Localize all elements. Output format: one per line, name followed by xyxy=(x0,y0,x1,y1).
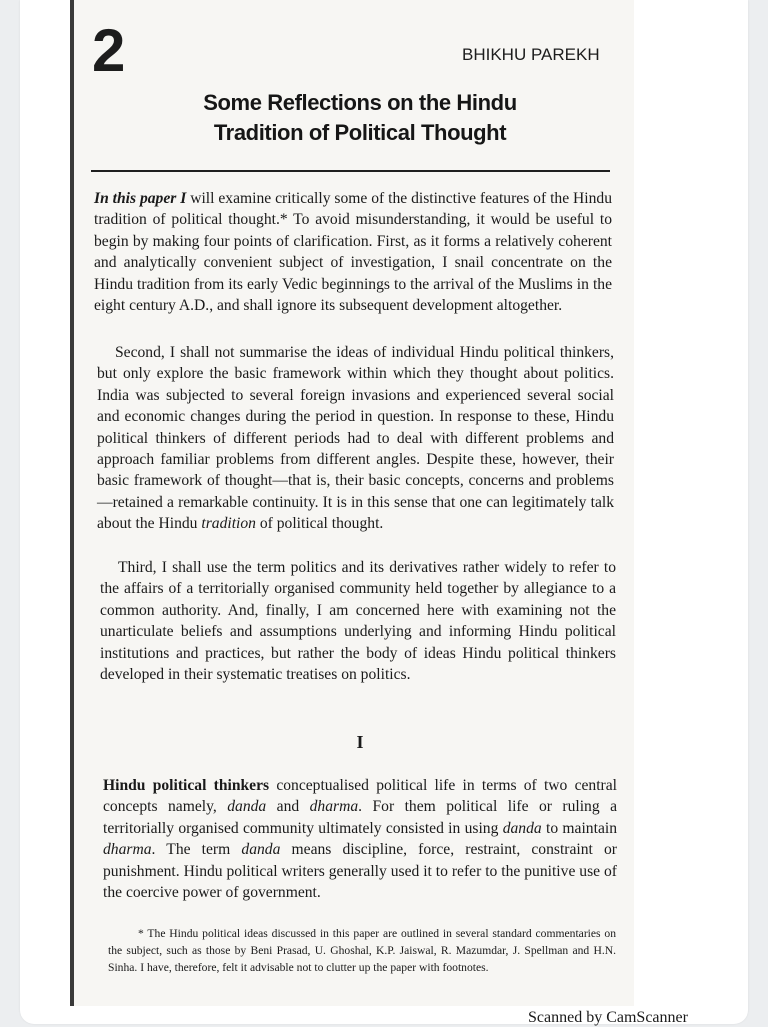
paragraph-4-seg-2: and xyxy=(266,798,310,816)
paragraph-4-seg-1: conceptualised political life in terms of two central concepts namely, xyxy=(103,777,617,816)
paragraph-2-text: Second, I shall not summarise the ideas of individual Hindu political thinkers, but only explore the basic framework within which they thought about politics. India was subjected to several foreign invasions and experienced several social and economic changes during the period in question. In response to these, Hindu political thinkers of different periods had to deal with different problems and approach familiar problems from different angles. Despite these, however, their basic framework of thought—that is, their basic concepts, concerns and problems—retained a remarkable continuity. It is in this sense that one can legitimately talk about the Hindu xyxy=(97,344,614,533)
chapter-number: 2 xyxy=(92,17,125,84)
paragraph-1-text: will examine critically some of the distinctive features of the Hindu tradition of political thought.* To avoid misunderstanding, it would be useful to begin by making four points of clarification. First, as it forms a relatively coherent and analytically convenient subject of investigation, I snail concentrate on the Hindu tradition from its early Vedic beginnings to the arrival of the Muslims in the eight century A.D., and shall ignore its subsequent development altogether. xyxy=(94,190,613,315)
paragraph-2-text-end: of political thought. xyxy=(255,515,384,533)
paragraph-4-seg-4: to maintain xyxy=(541,819,617,837)
paragraph-2-emphasis: tradition xyxy=(201,515,256,533)
paragraph-4-seg-5: . The term xyxy=(151,841,242,859)
term-danda: danda xyxy=(502,819,542,837)
paragraph-1 xyxy=(94,188,612,316)
paragraph-4 xyxy=(103,775,617,903)
paragraph-2 xyxy=(97,342,614,535)
chapter-title-line-2: Tradition of Political Thought xyxy=(213,120,507,145)
footnote: * The Hindu political ideas discussed in this paper are outlined in several standard commentaries on the subject, such as those by Beni Prasad, U. Ghoshal, K.P. Jaiswal, R. Mazumdar, J. Spellman and H.N. Sinha. I have, therefore, felt it advisable not to clutter up the paper with footnotes. xyxy=(108,927,616,974)
term-dharma: dharma xyxy=(309,798,359,816)
term-dharma: dharma xyxy=(103,841,152,859)
paragraph-1-lead: In this paper I xyxy=(94,190,187,207)
author-name: BHIKHU PAREKH xyxy=(462,45,600,64)
paragraph-4-seg-6: means discipline, force, restraint, constraint or punishment. Hindu political writers generally used it to refer to the punitive use of the coercive power of government. xyxy=(103,841,618,902)
chapter-title-line-1: Some Reflections on the Hindu xyxy=(203,90,517,115)
title-rule xyxy=(91,170,610,172)
section-number: I xyxy=(356,732,364,752)
term-danda: danda xyxy=(227,798,267,816)
term-danda: danda xyxy=(241,841,281,859)
paragraph-3: Third, I shall use the term politics and its derivatives rather widely to refer to the affairs of a territorially organised community held together by allegiance to a common authority. And, finally, I am concerned here with examining not the unarticulate beliefs and assumptions underlying and informing Hindu political institutions and practices, but rather the body of ideas Hindu political thinkers developed in their systematic treatises on politics. xyxy=(100,559,616,684)
chapter-title xyxy=(150,88,570,148)
paragraph-4-seg-3: . For them political life or ruling a territorially organised community ultimately consisted in using xyxy=(103,798,617,837)
scanner-watermark: Scanned by CamScanner xyxy=(528,1009,688,1026)
paragraph-4-lead: Hindu political thinkers xyxy=(103,777,270,794)
